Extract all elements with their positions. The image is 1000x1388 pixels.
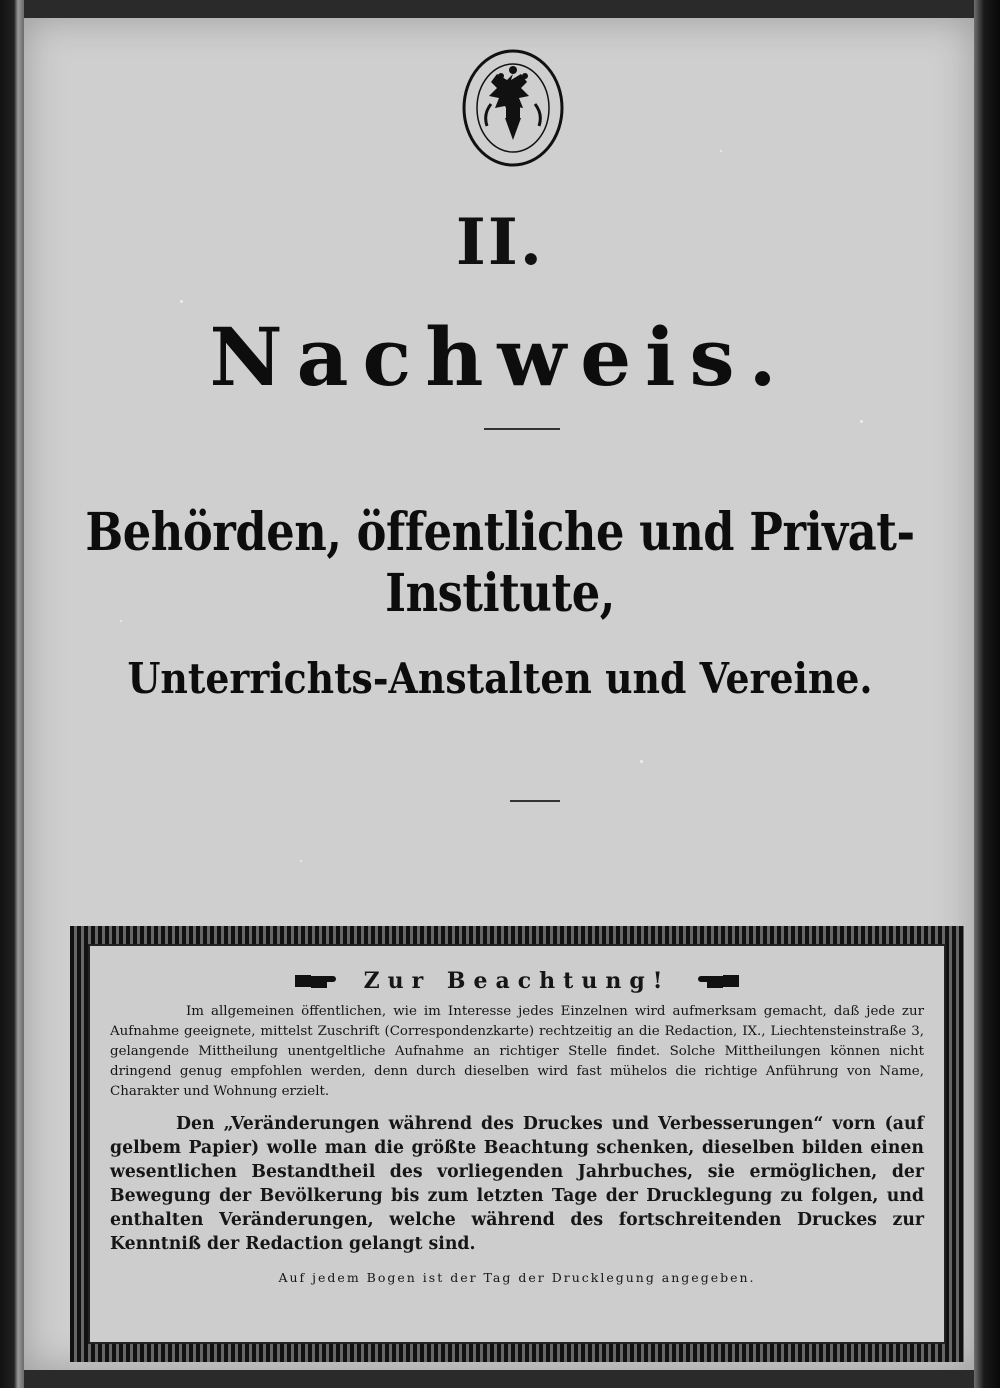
notice-footer: Auf jedem Bogen ist der Tag der Drucklegung angegeben. [278,1270,756,1285]
notice-heading [110,968,924,994]
notice-paragraph-1: Im allgemeinen öffentlichen, wie im Interesse jedes Einzelnen wird aufmerksam gemacht, daß jede zur Aufnahme geeignete, mittelst Zuschrift (Correspondenzkarte) rechtzeitig an die Redaction, IX., Liechtensteinstraße 3, gelangende Mittheilung unentgeltliche Aufnahme an richtiger Stelle findet. Solche Mittheilungen können nicht dringend genug empfohlen werden, denn durch dieselben wird fast mühelos die richtige Anführung von Name, Charakter und Wohnung erzielt. [110,1004,924,1099]
subtitle-line-2: Unterrichts-Anstalten und Vereine. [127,654,873,703]
library-stamp [461,48,565,168]
divider-rule [484,428,560,430]
film-speck [300,860,302,862]
divider-rule [510,800,560,802]
film-speck [120,620,122,622]
film-speck [860,420,863,423]
film-speck [180,300,183,303]
notice-box-border [70,926,964,1362]
double-headed-eagle-icon [461,48,565,168]
notice-paragraph-2: Den „Veränderungen während des Druckes und Verbesserungen“ vorn (auf gelbem Papier) wolle man die größte Beachtung schenken, dieselben bilden einen wesentlichen Bestandtheil des vorliegenden Jahrbuches, sie ermöglichen, der Bewegung der Bevölkerung bis zum letzten Tage der Drucklegung zu folgen, und enthalten Veränderungen, welche während des fortschreitenden Druckes zur Kenntniß der Redaction gelangt sind. [110,1114,924,1254]
pointing-hand-left-icon [693,972,739,990]
notice-title: Zur Beachtung! [363,968,671,994]
subtitle-line-1: Behörden, öffentliche und Privat-Institute, [85,502,915,624]
section-number: II. [455,205,545,280]
pointing-hand-right-icon [295,972,341,990]
film-speck [640,760,643,763]
notice-box [88,944,946,1344]
main-title: Nachweis. [209,310,791,404]
film-speck [720,150,722,152]
